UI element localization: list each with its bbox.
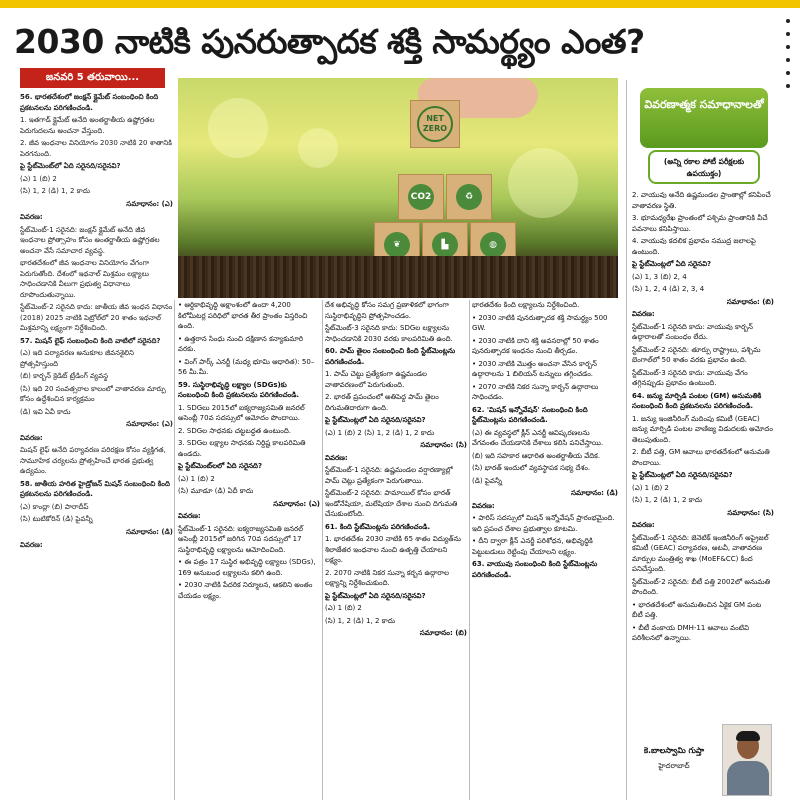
text-line: (ఎ) 1 (బి) 2 <box>632 483 669 492</box>
cube-co2 <box>398 174 444 220</box>
text-line: భారతదేశంలో జీవ ఇంధనాల వినియోగం వేగంగా పెరుగుతోంది. దేశంలో ఇథనాల్ మిశ్రమం లక్ష్యాలు సాధించడానికి వీలుగా ప్రభుత్వ విధానాలు రూపొందుతున్నాయి. <box>20 259 150 299</box>
text-line: మిషన్ లైఫ్ అనేది పర్యావరణ పరిరక్షణ కోసం వ్యక్తిగత, సామూహిక చర్యలను ప్రోత్సహించే భారత ప్రభుత్వ ఉద్యమం. <box>20 446 166 475</box>
column-2 <box>178 300 320 800</box>
text-line: స్టేట్‌మెంట్-1 సరైనది: ఉష్ణమండల వర్షారణ్యాల్లో పామ్ చెట్లు ప్రత్యేకంగా పెరుగుతాయి. <box>325 466 453 485</box>
text-line: • ఉత్తరాన సింధు నుంచి దక్షిణాన కన్యాకుమారి వరకు. <box>178 334 304 353</box>
text-line: 3. SDGల లక్ష్యాల సాధనకు నిర్దిష్ట కాలపరిమితి ఉండదు. <box>178 439 306 458</box>
text-line: స్టేట్‌మెంట్-3 సరైనది కాదు: వాయువు వేగం తగ్గినప్పుడు ప్రభావం ఉంటుంది. <box>632 368 748 387</box>
answer-line: సమాధానం: (డి) <box>126 527 173 536</box>
text-line: (ఎ) ఈ వ్యవస్థలో క్లీన్ ఎనర్జీ ఆవిష్కరణలను వేగవంతం చేయడానికి దేశాలు కలిసి పనిచేస్తాయి. <box>472 428 604 447</box>
question-line: వివరణ: <box>472 501 495 510</box>
text-line: (సి) 1, 2 (డి) 1, 2 కాదు <box>632 496 703 504</box>
leaf-hand-icon: ❦ <box>384 232 410 258</box>
text-line: స్టేట్‌మెంట్-1 సరైనది: జంక్షన్ క్లైమేట్ అనేది జీవ ఇంధనాల ప్రోత్సాహం కోసం అంతర్జాతీయ ఉష్ణోగ్రతల అంచనా వేసే సమాచార వ్యవస్థ. <box>20 225 160 255</box>
text-line: 2. వాయువు అనేది ఉష్ణమండల ప్రాంతాల్లో కనిపించే వాతావరణ స్థితి. <box>632 191 771 210</box>
question-line: వివరణ: <box>325 453 348 462</box>
divider <box>174 300 175 800</box>
text-line: 1. SDGలు 2015లో ఐక్యరాజ్యసమితి జనరల్ అసెంబ్లీ 70వ సదస్సులో ఆమోదం పొందాయి. <box>178 403 305 422</box>
text-line: • పారిస్ సదస్సులో మిషన్ ఇన్నోవేషన్ ప్రారంభమైంది. ఇది ప్రపంచ దేశాల ప్రభుత్వాల కూటమి. <box>472 514 615 533</box>
text-line: • వింగ్ పార్క్ ఎనర్జీ (మధ్య భూమి ఆధారిత): 50–56 మీ.మీ. <box>178 357 315 376</box>
text-line: 1. జన్యు ఇంజినీరింగ్ మదింపు కమిటీ (GEAC) జన్యు మార్పిడి పంటల వాణిజ్య విడుదలకు ఆమోదం తెలుపుతుంది. <box>632 414 773 444</box>
text-line: (సి) భారత్ ఇందులో వ్యవస్థాపక సభ్య దేశం. <box>472 464 591 472</box>
question-line: పై స్టేట్‌మెంట్లలో ఏది సరైనవి? <box>632 260 712 268</box>
question-line: 59. సుస్థిరాభివృద్ధి లక్ష్యాల (SDGs)కు సంబంధించి కింది ప్రకటనలను పరిగణించండి. <box>178 380 300 399</box>
text-line: 1. భారతదేశం 2030 నాటికి 65 శాతం విద్యుత్‌ను శిలాజేతర ఇంధనాల నుంచి ఉత్పత్తి చేయాలని లక్ష్యం. <box>325 535 461 564</box>
question-line: పై స్టేట్‌మెంట్లలో ఏది సరైనది/సరైనవి? <box>632 471 733 479</box>
question-line: వివరణ: <box>20 433 43 442</box>
answer-line: సమాధానం: (బి) <box>726 297 774 306</box>
text-line: స్టేట్‌మెంట్-1 సరైనది: జెనెటిక్ ఇంజినీరింగ్ అప్రైజల్ కమిటీ (GEAC) పర్యావరణ, అటవీ, వాతావరణ మార్పుల మంత్రిత్వ శాఖ (MoEF&CC) కింద పనిచేస్తుంది. <box>632 533 769 573</box>
text-line: 1. పామ్ చెట్టు ప్రత్యేకంగా ఉష్ణమండల వాతావరణంలో పెరుగుతుంది. <box>325 370 428 389</box>
question-line: 61. కింది స్టేట్‌మెంట్లను పరిగణించండి. <box>325 522 431 531</box>
author-photo <box>722 724 772 796</box>
explanation-box-subtitle: (అన్ని రకాల పోటీ పరీక్షలకు ఉపయుక్తం) <box>648 150 760 184</box>
text-line: • దీని ద్వారా క్లీన్ ఎనర్జీ పరిశోధన, అభివృద్ధికి పెట్టుబడులు రెట్టింపు చేయాలని లక్ష్యం. <box>472 537 593 556</box>
question-line: 56. భారతదేశంలో జంక్షన్ క్లైమేట్ సంబంధించి కింది ప్రకటనలను పరిగణించండి. <box>20 93 159 112</box>
text-line: • బీటీ వంకాయ DMH-11 ఆవాలు వంటివి పరిశీలనలో ఉన్నాయి. <box>632 623 749 642</box>
text-line: (సి) 1, 2 (డి) 1, 2 కాదు <box>20 187 91 195</box>
text-line: (డి) పైవన్నీ <box>472 476 503 485</box>
question-line: 64. జన్యు మార్పిడి పంటల (GM) అనుమతికి సంబంధించి కింది ప్రకటనలను పరిగణించండి. <box>632 391 762 410</box>
globe-icon: ◍ <box>480 232 506 258</box>
text-line: 2. జీవ ఇంధనాల వినియోగం 2030 నాటికి 20 శాతానికి పెరగనుంది. <box>20 139 172 158</box>
author-city: హైదరాబాద్ <box>658 762 690 770</box>
answer-line: సమాధానం: (సి) <box>727 508 774 517</box>
text-line: (ఎ) 1 (బి) 2 <box>325 604 362 612</box>
text-line: • ఈ పత్రం 17 సుస్థిర అభివృద్ధి లక్ష్యాలు (SDGs), 169 అనుబంధ లక్ష్యాలను కలిగి ఉంది. <box>178 558 316 577</box>
question-line: వివరణ: <box>632 310 655 318</box>
question-line: 60. పామ్ తైలం సంబంధించి కింది స్టేట్‌మెంట్లను పరిగణించండి. <box>325 347 456 366</box>
question-line: 62. 'మిషన్ ఇన్నోవేషన్' సంబంధించి కింది స్టేట్‌మెంట్లను పరిగణించండి. <box>472 405 588 424</box>
text-line: (ఎ) 1, 3 (బి) 2, 4 <box>632 272 687 281</box>
question-line: పై స్టేట్‌మెంట్‌లో ఏది సరైనది/సరైనవి? <box>20 162 121 170</box>
column-5 <box>632 190 774 720</box>
text-line: • భారతదేశంలో అనుమతించిన ఏకైక GM పంట బీటీ పత్తి. <box>632 600 762 619</box>
net-zero-label: NET ZERO <box>417 106 453 142</box>
question-line: పై స్టేట్‌మెంట్లలో ఏది సరైనది/సరైనవి? <box>325 591 426 600</box>
answer-line: సమాధానం: (ఎ) <box>126 199 173 208</box>
question-line: పై స్టేట్‌మెంట్‌లలో ఏది సరైనది? <box>178 462 263 470</box>
question-line: 58. జాతీయ హరిత హైడ్రోజన్ మిషన్ సంబంధించి కింది ప్రకటనలను పరిగణించండి. <box>20 479 170 498</box>
text-line: • 2030 నాటికి మొత్తం అంచనా వేసిన కార్బన్ ఉద్గారాలను 1 బిలియన్ టన్నులు తగ్గించడం. <box>472 359 597 378</box>
top-accent-bar <box>0 0 800 8</box>
text-line: 3. భూమధ్యరేఖ ప్రాంతంలో పశ్చిమ ప్రాంతానికి వీచే పవనాలు కనిపిస్తాయి. <box>632 214 768 233</box>
text-line: (ఎ) 1 (బి) 2 <box>20 174 57 183</box>
factory-icon: ▙ <box>432 232 458 258</box>
date-tag: జనవరి 5 తరువాయి... <box>20 68 165 88</box>
text-line: స్టేట్‌మెంట్-2 సరైనది కాదు: జాతీయ జీవ ఇంధన విధానం (2018) 2025 నాటికి పెట్రోల్‌లో 20 శాతం ఇథనాల్ మిశ్రమాన్ని లక్ష్యంగా నిర్దేశించింది. <box>20 303 173 332</box>
text-line: స్టేట్‌మెంట్-1 సరైనది కాదు: వాయువు కార్బన్ ఉద్గారాలతో సంబంధం లేదు. <box>632 322 753 341</box>
text-line: భారతదేశం కింది లక్ష్యాలను నిర్దేశించింది. <box>472 301 580 309</box>
divider <box>322 300 323 800</box>
text-line: 2. భారత్ ప్రపంచంలో అతిపెద్ద పామ్ తైలం దిగుమతిదారుగా ఉంది. <box>325 393 439 412</box>
text-line: స్టేట్‌మెంట్-2 సరైనది: పామాయిల్ కోసం భారత్ ఇండోనేషియా, మలేషియా దేశాల నుంచి దిగుమతి చేసుకుంటోంది. <box>325 489 458 518</box>
adjacent-column-edge <box>778 10 800 802</box>
author-name: కె.బాలస్వామి గుప్తా <box>643 746 705 755</box>
text-line: 2. బీటీ పత్తి, GM ఆవాలు భారతదేశంలో అనుమతి పొందాయి. <box>632 448 770 467</box>
text-line: (సి) మూడూ (డి) ఏదీ కాదు <box>178 487 254 495</box>
answer-line: సమాధానం: (బి) <box>419 629 467 637</box>
text-line: స్టేట్‌మెంట్-3 సరైనది కాదు: SDGల లక్ష్యాలను సాధించడానికి 2030 వరకు కాలపరిమితి ఉంది. <box>325 324 453 343</box>
feature-photo <box>178 78 618 298</box>
text-line: 2. SDGల సాధనకు చట్టబద్ధత ఉంటుంది. <box>178 426 291 435</box>
text-line: దేశ అభివృద్ధి కోసం సమగ్ర ప్రణాళికలో భాగంగా సుస్థిరాభివృద్ధిని ప్రోత్సహించడం. <box>325 301 449 320</box>
divider <box>626 80 627 800</box>
explanation-box-title: వివరణాత్మక సమాధానాలతో <box>640 88 768 148</box>
question-line: వివరణ: <box>20 213 43 221</box>
text-line: • 2030 నాటికి దాని శక్తి అవసరాల్లో 50 శాతం పునరుత్పాదక ఇంధనం నుంచి తీర్చడం. <box>472 336 599 355</box>
cube-net-zero <box>410 100 460 148</box>
text-line: (ఎ) 1 (బి) 2 (సి) 1, 2 (డి) 1, 2 కాదు <box>325 428 435 437</box>
answer-line: సమాధానం: (ఎ) <box>273 499 320 508</box>
author-block <box>632 722 774 798</box>
answer-line: సమాధానం: (ఎ) <box>126 420 173 428</box>
text-line: స్టేట్‌మెంట్-2 సరైనది: తూర్పు రాష్ట్రాలు, పశ్చిమ బెంగాల్‌లో 50 శాతం వరకు ప్రభావం ఉంది. <box>632 345 761 364</box>
question-line: వివరణ: <box>632 521 655 529</box>
text-line: స్టేట్‌మెంట్-1 సరైనది: ఐక్యరాజ్యసమితి జనరల్ అసెంబ్లీ 2015లో జరిగిన 70వ సదస్సులో 17 సుస్థిరాభివృద్ధి లక్ష్యాలను ఆమోదించింది. <box>178 524 304 554</box>
answer-line: సమాధానం: (సి) <box>420 441 467 449</box>
column-4 <box>472 300 618 800</box>
question-line: వివరణ: <box>178 512 201 520</box>
cube-recycle <box>446 174 492 220</box>
text-line: (సి) 1, 2 (డి) 1, 2 కాదు <box>325 616 396 625</box>
text-line: • ఆర్థికాభివృద్ధి అక్షాంశంలో ఉందా 4,200 కిలోమీటర్ల పరిధిలో భారత తీర ప్రాంతం విస్తరించి ఉంది. <box>178 301 308 330</box>
question-line: 63. వాయువు సంబంధించి కింది స్టేట్‌మెంట్లను పరిగణించండి. <box>472 560 598 579</box>
text-line: (సి) ఇది 20 సంవత్సరాల కాలంలో వాతావరణ మార్పు కోసం ఉద్దేశించిన కార్యక్రమం <box>20 384 166 403</box>
headline: 2030 నాటికి పునరుత్పాదక శక్తి సామర్థ్యం ఎంత? <box>14 22 645 61</box>
text-line: (ఎ) కాంద్లా (బి) పారాదీప్ <box>20 502 89 511</box>
answer-line: సమాధానం: (డి) <box>571 489 618 497</box>
question-line: వివరణ: <box>20 541 43 549</box>
text-line: • 2070 నాటికి నికర సున్నా కార్బన్ ఉద్గారాలు సాధించడం. <box>472 382 599 401</box>
text-line: (బి) ఇది సహకార ఆధారిత అంతర్జాతీయ వేదిక. <box>472 451 601 460</box>
text-line: (సి) 1, 2, 4 (డి) 2, 3, 4 <box>632 285 705 293</box>
co2-icon: CO2 <box>408 184 434 210</box>
column-1 <box>20 92 173 800</box>
recycle-icon: ♻ <box>456 184 482 210</box>
question-line: పై స్టేట్‌మెంట్లలో ఏది సరైనది/సరైనవి? <box>325 416 426 424</box>
text-line: స్టేట్‌మెంట్-2 సరైనది: బీటీ పత్తి 2002లో అనుమతి పొందింది. <box>632 577 771 596</box>
text-line: (డి) ఇవి ఏవీ కాదు <box>20 407 71 416</box>
text-line: • 2030 నాటికి పేదరిక నిర్మూలన, ఆకలిని అంతం చేయడం లక్ష్యం. <box>178 581 313 600</box>
text-line: • 2030 నాటికి పునరుత్పాదక శక్తి సామర్థ్యం 500 GW. <box>472 313 608 332</box>
column-3 <box>325 300 467 800</box>
text-line: (ఎ) ఇది పర్యావరణ అనుకూల జీవనశైలిని ప్రోత్సహిస్తుంది <box>20 349 134 368</box>
text-line: 1. ఇతగాడ్ క్లైమేట్ అనేది అంతర్జాతీయ ఉష్ణోగ్రతల పెరుగుదలను అంచనా వేస్తుంది. <box>20 116 155 135</box>
question-line: 57. మిషన్ లైఫ్ సంబంధించి కింది వాటిలో సరైనది? <box>20 336 161 345</box>
text-line: (సి) టుటికోరిన్ (డి) పైవన్నీ <box>20 515 93 523</box>
text-line: (ఎ) 1 (బి) 2 <box>178 474 215 483</box>
text-line: 4. వాయువు కదలిక ప్రభావం సముద్ర జలాలపై ఉంటుంది. <box>632 237 756 256</box>
divider <box>469 300 470 800</box>
soil <box>178 256 618 298</box>
text-line: (బి) కార్బన్ క్రెడిట్ ట్రేడింగ్ వ్యవస్థ <box>20 372 109 380</box>
text-line: 2. 2070 నాటికి నికర సున్నా కర్బన ఉద్గారాల లక్ష్యాన్ని నిర్దేశించుకుంది. <box>325 568 449 587</box>
